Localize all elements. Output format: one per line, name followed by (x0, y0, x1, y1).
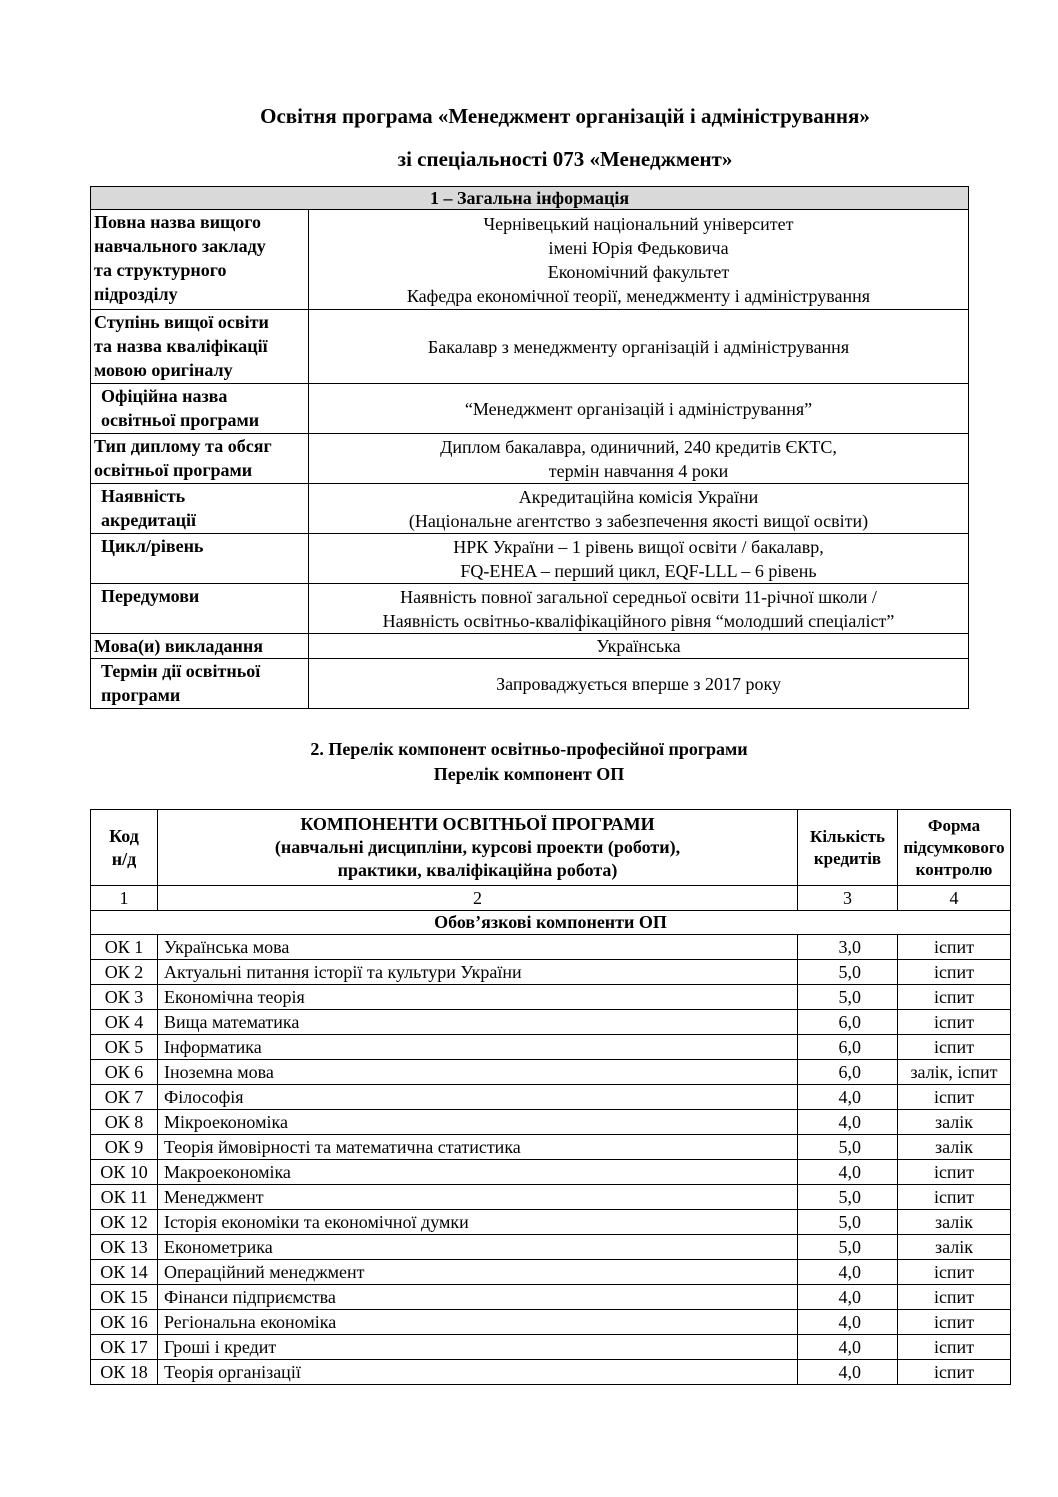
table-row (91, 1035, 1011, 1060)
component-name: Історія економіки та економічної думки (158, 1210, 798, 1235)
specialty-title: зі спеціальності 073 «Менеджмент» (397, 147, 733, 171)
component-code: ОК 4 (91, 1010, 158, 1035)
info-row-language (91, 634, 969, 659)
info-value: Бакалавр з менеджменту організацій і адміністрування (309, 310, 969, 384)
table-row (91, 1010, 1011, 1035)
component-control-form: іспит (898, 1085, 1011, 1110)
component-control-form: іспит (898, 1185, 1011, 1210)
component-name: Вища математика (158, 1010, 798, 1035)
component-control-form: іспит (898, 935, 1011, 960)
component-control-form: іспит (898, 1010, 1011, 1035)
component-name: Філософія (158, 1085, 798, 1110)
table-row (91, 1060, 1011, 1085)
component-credits: 6,0 (798, 1010, 898, 1035)
table-row (91, 935, 1011, 960)
component-code: ОК 10 (91, 1160, 158, 1185)
group-row (91, 911, 1011, 935)
component-credits: 5,0 (798, 1185, 898, 1210)
component-code: ОК 15 (91, 1285, 158, 1310)
component-credits: 4,0 (798, 1285, 898, 1310)
component-code: ОК 13 (91, 1235, 158, 1260)
components-header-row (91, 810, 1011, 886)
info-value: Чернівецький національний університет імені Юрія Федьковича Економічний факультет Кафедра економічної теорії, менеджменту і адміністрування (309, 210, 969, 310)
column-header-credits: Кількість кредитів (798, 810, 898, 886)
component-credits: 5,0 (798, 1235, 898, 1260)
component-name: Інформатика (158, 1035, 798, 1060)
info-value: Акредитаційна комісія України (Національне агентство з забезпечення якості вищої освіти) (309, 484, 969, 534)
table-row (91, 1210, 1011, 1235)
component-code: ОК 14 (91, 1260, 158, 1285)
component-name: Економетрика (158, 1235, 798, 1260)
info-value: НРК України – 1 рівень вищої освіти / бакалавр, FQ-EHEA – перший цикл, EQF-LLL – 6 рівень (309, 534, 969, 584)
component-credits: 5,0 (798, 1210, 898, 1235)
component-name: Фінанси підприємства (158, 1285, 798, 1310)
component-name: Мікроекономіка (158, 1110, 798, 1135)
component-credits: 5,0 (798, 960, 898, 985)
component-code: ОК 1 (91, 935, 158, 960)
table-row (91, 1135, 1011, 1160)
component-credits: 4,0 (798, 1085, 898, 1110)
component-name: Економічна теорія (158, 985, 798, 1010)
component-control-form: залік (898, 1235, 1011, 1260)
component-name: Актуальні питання історії та культури України (158, 960, 798, 985)
info-value: Наявність повної загальної середньої освіти 11-річної школи / Наявність освітньо-кваліфікаційного рівня “молодший спеціаліст” (309, 584, 969, 634)
column-number: 3 (798, 886, 898, 911)
info-label: Офіційна назва освітньої програми (91, 384, 309, 434)
component-credits: 4,0 (798, 1335, 898, 1360)
component-control-form: іспит (898, 1310, 1011, 1335)
component-credits: 6,0 (798, 1060, 898, 1085)
column-header-code: Код н/д (91, 810, 158, 886)
info-label: Ступінь вищої освіти та назва кваліфікації мовою оригіналу (91, 310, 309, 384)
component-control-form: іспит (898, 1360, 1011, 1385)
table-row (91, 1235, 1011, 1260)
column-number: 1 (91, 886, 158, 911)
component-name: Регіональна економіка (158, 1310, 798, 1335)
component-control-form: іспит (898, 1260, 1011, 1285)
column-header-components: КОМПОНЕНТИ ОСВІТНЬОЇ ПРОГРАМИ (навчальні дисципліни, курсові проекти (роботи), практики, кваліфікаційна робота) (158, 810, 798, 886)
column-header-control-form: Форма підсумкового контролю (898, 810, 1011, 886)
info-row-degree (91, 310, 969, 384)
table-row (91, 1310, 1011, 1335)
info-row-diploma (91, 434, 969, 484)
component-code: ОК 17 (91, 1335, 158, 1360)
info-row-institution (91, 210, 969, 310)
component-code: ОК 12 (91, 1210, 158, 1235)
group-title: Обов’язкові компоненти ОП (91, 911, 1011, 935)
component-control-form: залік (898, 1135, 1011, 1160)
component-credits: 5,0 (798, 985, 898, 1010)
component-control-form: залік (898, 1110, 1011, 1135)
info-value: “Менеджмент організацій і адміністрування” (309, 384, 969, 434)
component-name: Теорія організації (158, 1360, 798, 1385)
info-value: Українська (309, 634, 969, 659)
info-row-prerequisites (91, 584, 969, 634)
component-credits: 4,0 (798, 1360, 898, 1385)
table-row (91, 1285, 1011, 1310)
section2-title: 2. Перелік компонент освітньо-професійної програми (310, 739, 748, 759)
component-name: Українська мова (158, 935, 798, 960)
component-code: ОК 9 (91, 1135, 158, 1160)
component-credits: 3,0 (798, 935, 898, 960)
component-name: Менеджмент (158, 1185, 798, 1210)
component-control-form: іспит (898, 1160, 1011, 1185)
component-code: ОК 7 (91, 1085, 158, 1110)
info-label: Тип диплому та обсяг освітньої програми (91, 434, 309, 484)
component-code: ОК 3 (91, 985, 158, 1010)
component-credits: 4,0 (798, 1310, 898, 1335)
components-table (90, 809, 1011, 1385)
info-value: Диплом бакалавра, одиничний, 240 кредитів ЄКТС, термін навчання 4 роки (309, 434, 969, 484)
component-code: ОК 16 (91, 1310, 158, 1335)
info-row-program-name (91, 384, 969, 434)
info-row-cycle (91, 534, 969, 584)
component-credits: 6,0 (798, 1035, 898, 1060)
info-label: Передумови (91, 584, 309, 634)
table-row (91, 1335, 1011, 1360)
component-name: Іноземна мова (158, 1060, 798, 1085)
general-info-header: 1 – Загальна інформація (91, 187, 969, 210)
component-code: ОК 5 (91, 1035, 158, 1060)
column-number: 4 (898, 886, 1011, 911)
component-credits: 4,0 (798, 1260, 898, 1285)
component-credits: 4,0 (798, 1110, 898, 1135)
info-label: Мова(и) викладання (91, 634, 309, 659)
component-control-form: іспит (898, 985, 1011, 1010)
section2-subtitle: Перелік компонент ОП (433, 764, 625, 784)
component-control-form: залік (898, 1210, 1011, 1235)
info-row-validity (91, 659, 969, 709)
general-info-header-row (91, 187, 969, 210)
table-row (91, 1260, 1011, 1285)
program-title: Освітня програма «Менеджмент організацій і адміністрування» (260, 104, 870, 128)
component-code: ОК 6 (91, 1060, 158, 1085)
table-row (91, 1085, 1011, 1110)
component-credits: 4,0 (798, 1160, 898, 1185)
column-number: 2 (158, 886, 798, 911)
component-code: ОК 2 (91, 960, 158, 985)
component-name: Гроші і кредит (158, 1335, 798, 1360)
info-label: Термін дії освітньої програми (91, 659, 309, 709)
table-row (91, 1160, 1011, 1185)
component-control-form: іспит (898, 1285, 1011, 1310)
component-name: Макроекономіка (158, 1160, 798, 1185)
column-number-row (91, 886, 1011, 911)
info-value: Запроваджується вперше з 2017 року (309, 659, 969, 709)
component-control-form: іспит (898, 960, 1011, 985)
component-code: ОК 18 (91, 1360, 158, 1385)
table-row (91, 960, 1011, 985)
component-code: ОК 11 (91, 1185, 158, 1210)
component-control-form: іспит (898, 1335, 1011, 1360)
info-label: Повна назва вищого навчального закладу та структурного підрозділу (91, 210, 309, 310)
info-row-accreditation (91, 484, 969, 534)
component-name: Теорія ймовірності та математична статистика (158, 1135, 798, 1160)
component-name: Операційний менеджмент (158, 1260, 798, 1285)
table-row (91, 1110, 1011, 1135)
component-credits: 5,0 (798, 1135, 898, 1160)
table-row (91, 985, 1011, 1010)
component-control-form: залік, іспит (898, 1060, 1011, 1085)
table-row (91, 1360, 1011, 1385)
info-label: Наявність акредитації (91, 484, 309, 534)
component-control-form: іспит (898, 1035, 1011, 1060)
general-info-table (90, 186, 969, 709)
component-code: ОК 8 (91, 1110, 158, 1135)
info-label: Цикл/рівень (91, 534, 309, 584)
table-row (91, 1185, 1011, 1210)
